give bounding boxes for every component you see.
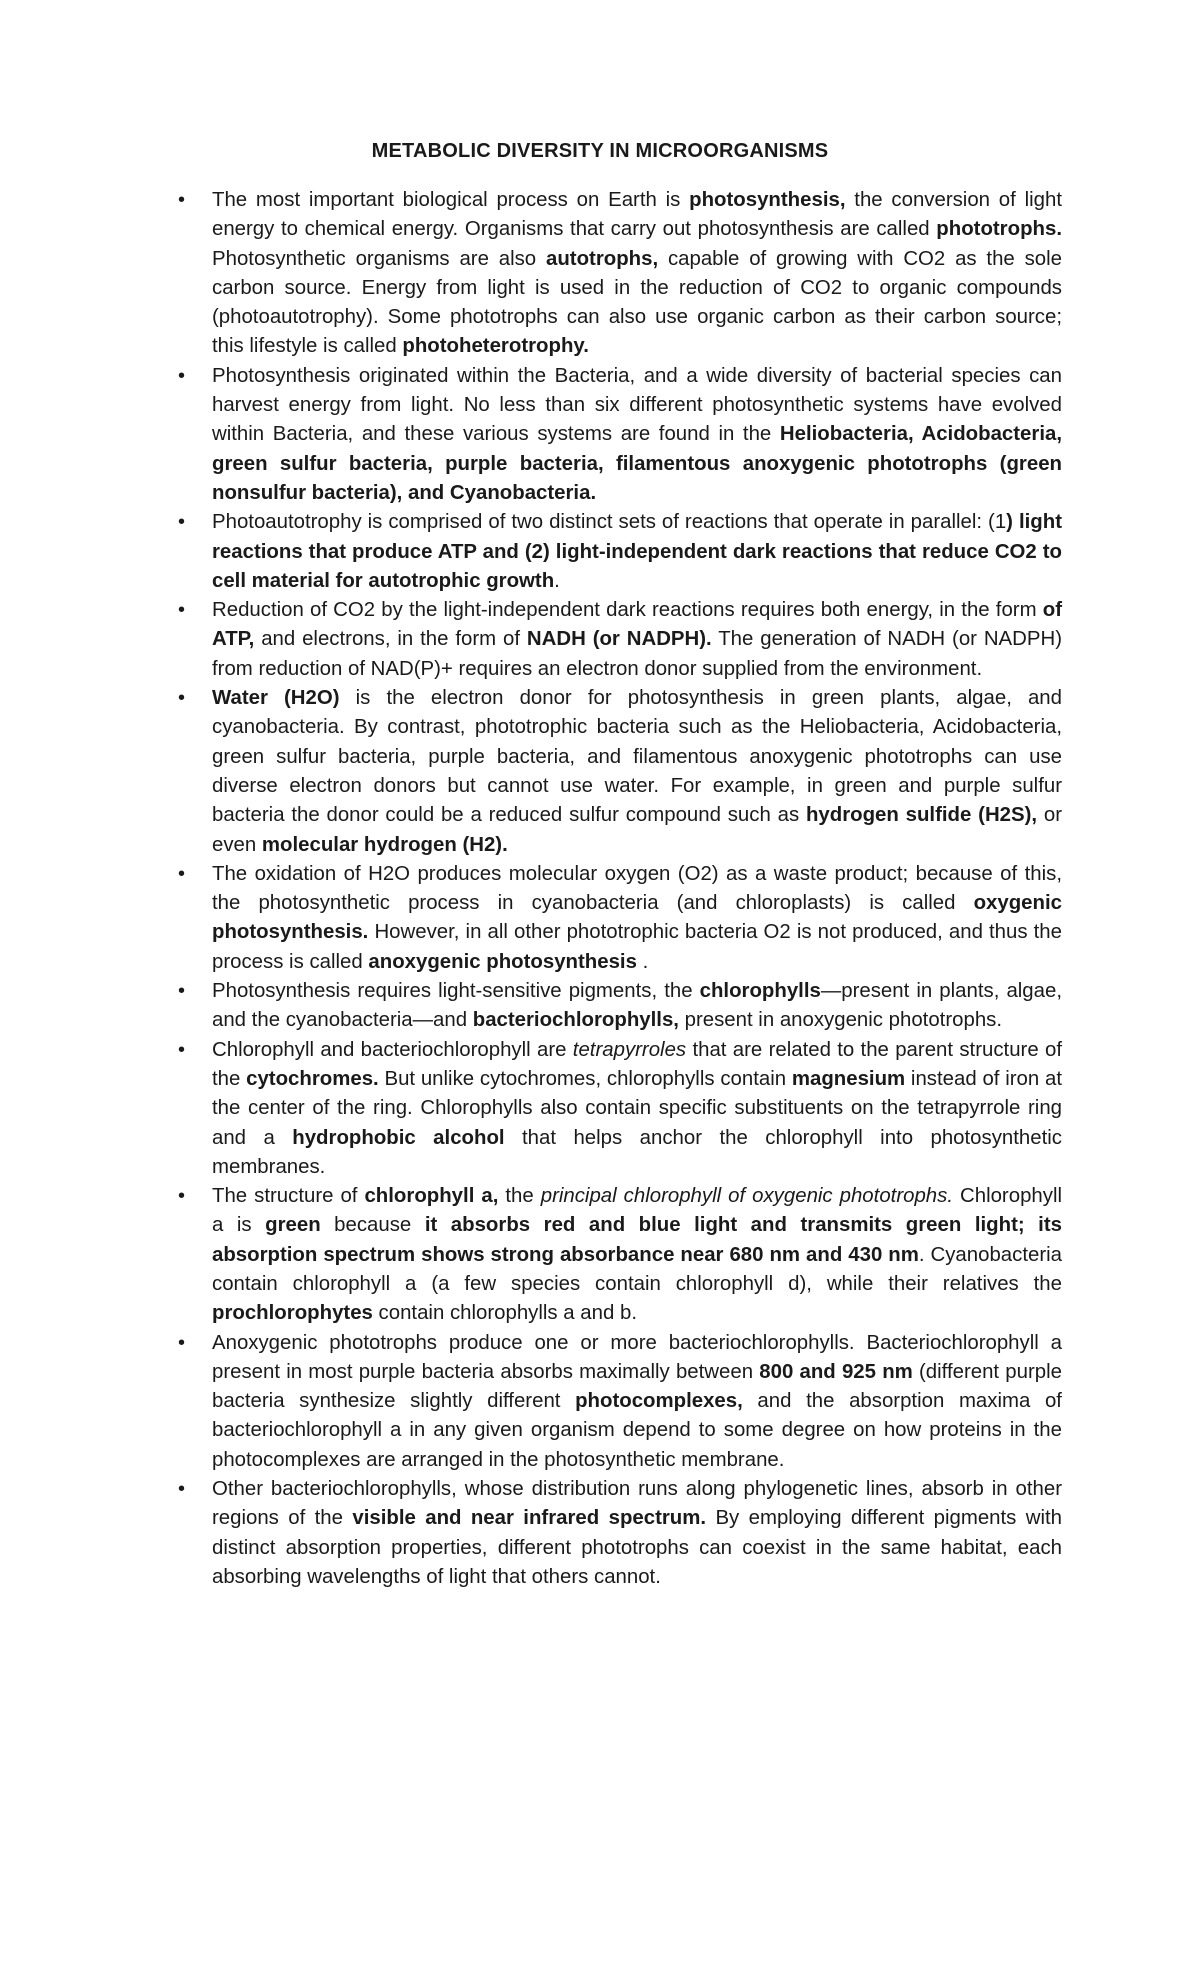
body-text: Photosynthesis originated within the Bacteria, and a wide diversity of bacterial species can harvest energy from light. No less than six different photosynthetic systems have evolved within Bacteria, and these various systems are found in the [212,364,1062,446]
bold-text: hydrogen sulfide (H2S), [805,804,1038,827]
body-text: Photosynthesis requires light-sensitive pigments, the [212,980,700,1003]
body-text: However, in all other phototrophic bacteria O2 is not produced, and thus the process is called [212,921,1062,973]
bold-text: photosynthesis, [689,189,846,211]
body-text: is the electron donor for photosynthesis in green plants, algae, and cyanobacteria. By contrast, phototrophic bacteria such as the Heliobacteria, Acidobacteria, green sulfur bacteria, purple bacteria, and filamentous anoxygenic phototrophs can use diverse electron donors but cannot use water. For example, in green and purple sulfur bacteria the donor could be a reduced sulfur compound such as [212,687,1062,827]
bold-text: molecular hydrogen (H2). [261,833,508,856]
body-text: The generation of NADH (or NADPH) from reduction of NAD(P)+ requires an electron donor supplied from the environment. [212,628,1063,680]
body-text: The most important biological process on Earth is [212,189,690,211]
bold-text: magnesium [791,1067,906,1090]
bullet-item [212,977,1062,1036]
body-text: (different purple bacteria synthesize slightly different [212,1360,1062,1413]
body-text: Other bacteriochlorophylls, whose distribution runs along phylogenetic lines, absorb in other regions of the [212,1478,1062,1530]
body-text: But unlike cytochromes, chlorophylls contain [378,1067,792,1090]
bold-text: oxygenic photosynthesis. [212,892,1062,944]
bullet-item [212,860,1062,977]
bold-text: visible and near infrared spectrum. [352,1507,707,1530]
body-text: that are related to the parent structure of the [212,1038,1062,1090]
body-text: because [320,1214,425,1237]
bullet-item [212,508,1062,596]
body-text: Chlorophyll a is [212,1185,1063,1237]
bullet-list [212,186,1062,1592]
body-text: and the absorption maxima of bacteriochlorophyll a in any given organism depend to some degree on how proteins in the photocomplexes are arranged in the photosynthetic membrane. [212,1390,1062,1471]
body-text: that helps anchor the chlorophyll into photosynthetic membranes. [212,1126,1062,1178]
body-text: or even [212,804,1062,856]
bullet-item [212,362,1062,508]
bold-text: cytochromes. [246,1067,379,1090]
bold-text: chlorophylls [699,980,821,1003]
bold-text: photoheterotrophy. [402,335,589,358]
body-text: and electrons, in the form of [254,628,527,651]
body-text: instead of iron at the center of the ring. Chlorophylls also contain specific substituents on the tetrapyrrole ring and a [212,1067,1062,1149]
bold-text: hydrophobic alcohol [292,1126,505,1149]
body-text: the [498,1185,541,1208]
body-text: . [636,950,649,973]
body-text: The oxidation of H2O produces molecular oxygen (O2) as a waste product; because of this, the photosynthetic process in cyanobacteria (and chloroplasts) is called [212,862,1062,915]
bold-text: of ATP, [212,599,1062,651]
body-text: Photoautotrophy is comprised of two distinct sets of reactions that operate in parallel: (1 [212,511,1007,534]
bullet-item [212,596,1062,684]
bold-text: it absorbs red and blue light and transmits green light; its absorption spectrum shows strong absorbance near 680 nm and 430 nm [212,1214,1062,1266]
bold-text: Heliobacteria, Acidobacteria, green sulfur bacteria, purple bacteria, filamentous anoxygenic phototrophs (green nonsulfur bacteria), and Cyanobacteria. [212,423,1062,504]
body-text: contain chlorophylls a and b. [372,1302,637,1325]
bold-text: bacteriochlorophylls, [472,1009,679,1032]
bullet-item [212,1182,1062,1328]
body-text: Photosynthetic organisms are also [212,247,546,270]
body-text: Anoxygenic phototrophs produce one or more bacteriochlorophylls. Bacteriochlorophyll a present in most purple bacteria absorbs maximally between [212,1331,1062,1383]
document-title: METABOLIC DIVERSITY IN MICROORGANISMS [371,140,829,162]
bold-text: 800 and 925 nm [759,1360,913,1383]
bold-text: NADH (or NADPH). [526,628,712,651]
bullet-item [212,1036,1062,1182]
bold-text: chlorophyll a, [364,1185,499,1208]
bold-text: Water (H2O) [212,687,340,710]
body-text: The structure of [212,1185,365,1208]
italic-text: principal chlorophyll of oxygenic phototrophs. [540,1185,953,1208]
italic-text: tetrapyrroles [572,1038,687,1061]
bold-text: ) light reactions that produce ATP and (2) light-independent dark reactions that reduce CO2 to cell material for autotrophic growth [212,511,1062,592]
bold-text: photocomplexes, [575,1390,743,1413]
body-text: present in anoxygenic phototrophs. [678,1009,1003,1032]
bullet-item [212,1475,1062,1592]
body-text: Reduction of CO2 by the light-independent dark reactions requires both energy, in the form [212,599,1043,622]
body-text: . Cyanobacteria contain chlorophyll a (a few species contain chlorophyll d), while their relatives the [212,1243,1062,1295]
body-text: capable of growing with CO2 as the sole carbon source. Energy from light is used in the reduction of CO2 to organic compounds (photoautotrophy). Some phototrophs can also use organic carbon as their carbon source; this lifestyle is called [212,247,1063,358]
body-text: the conversion of light energy to chemical energy. Organisms that carry out photosynthesis are called [212,189,1062,241]
body-text: By employing different pigments with distinct absorption properties, different phototrophs can coexist in the same habitat, each absorbing wavelengths of light that others cannot. [212,1507,1063,1588]
bold-text: autotrophs, [545,247,659,270]
bold-text: prochlorophytes [212,1302,373,1325]
body-text: . [554,569,560,592]
body-text: Chlorophyll and bacteriochlorophyll are [212,1038,573,1061]
bold-text: green [265,1214,321,1237]
bullet-item [212,684,1062,860]
bold-text: anoxygenic photosynthesis [368,950,637,973]
bold-text: phototrophs. [936,218,1062,241]
bullet-item [212,186,1062,362]
body-text: —present in plants, algae, and the cyanobacteria—and [212,980,1062,1032]
bullet-item [212,1329,1062,1475]
